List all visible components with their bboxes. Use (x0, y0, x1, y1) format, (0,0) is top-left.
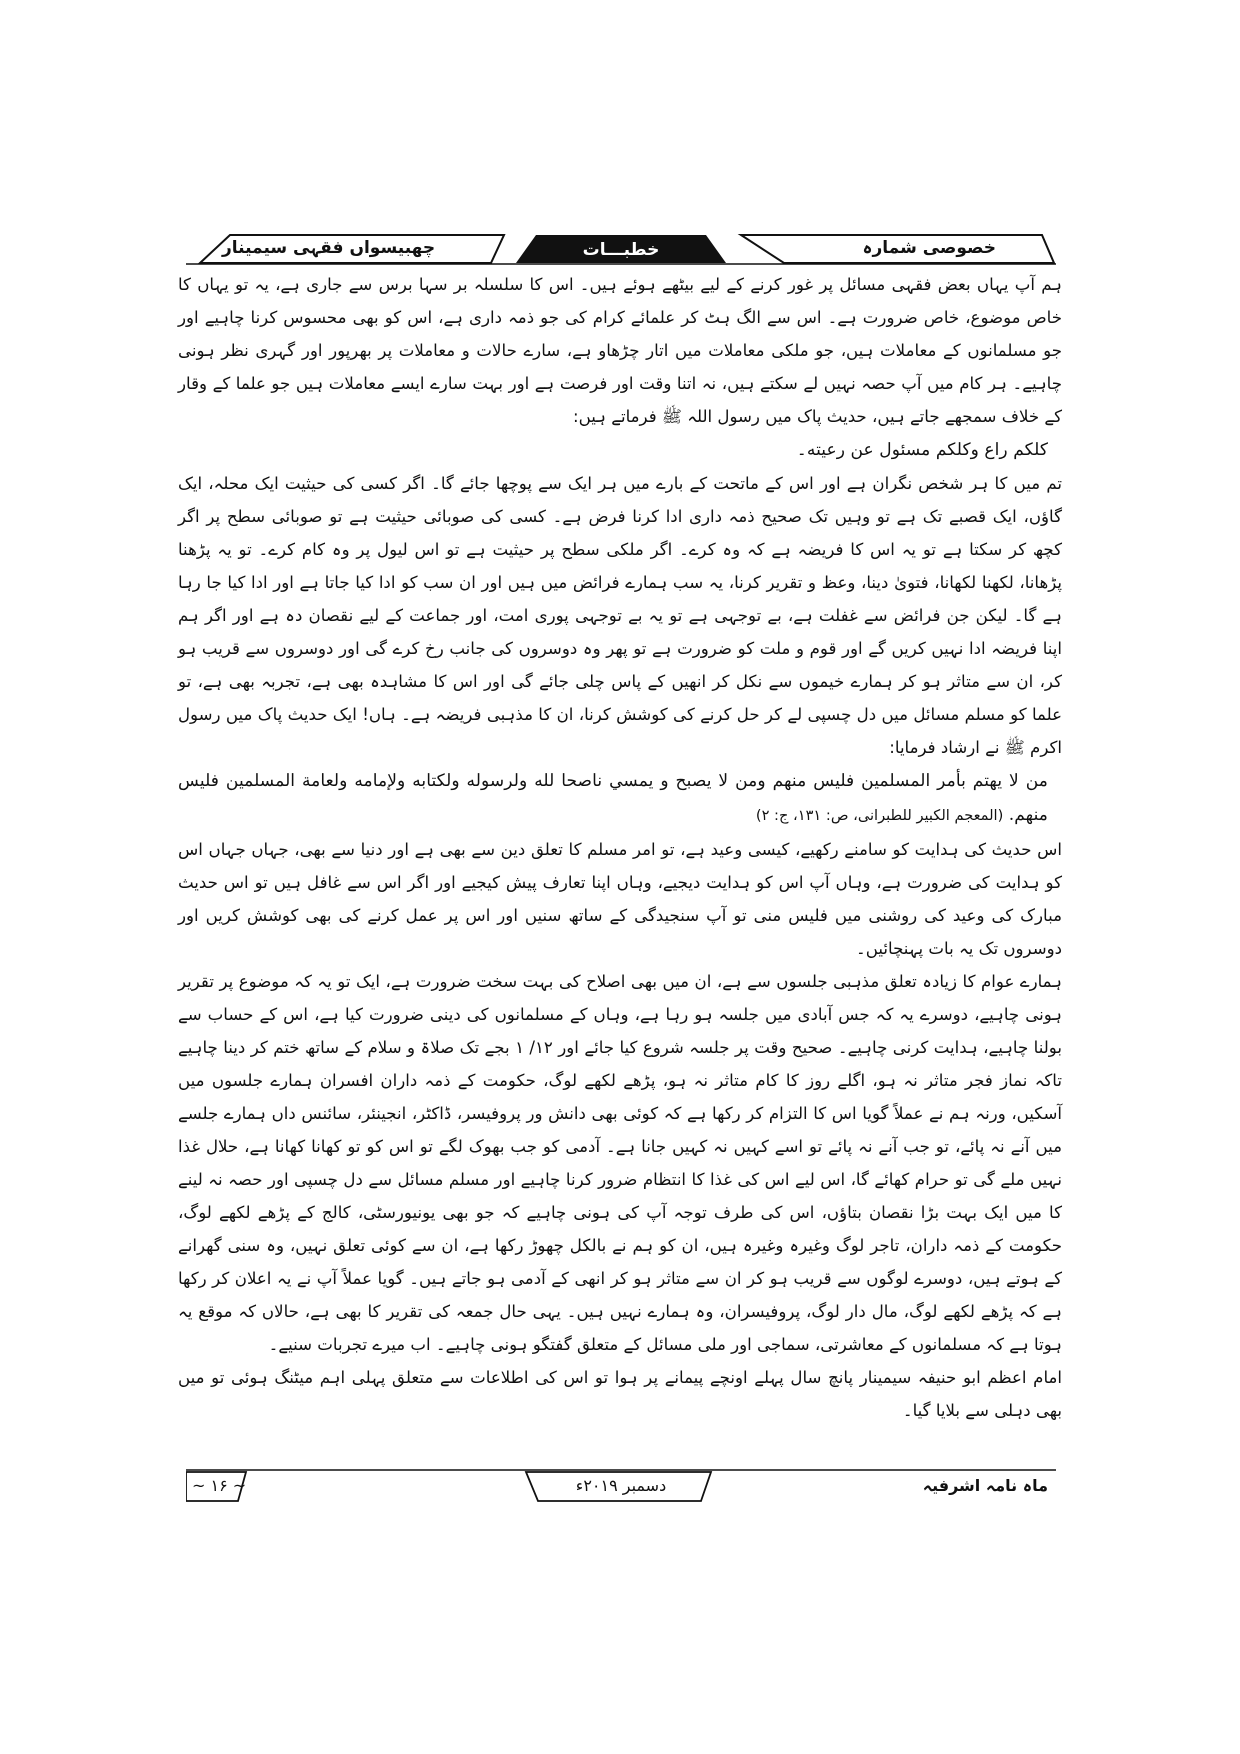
paragraph-5: امام اعظم ابو حنیفہ سیمینار پانچ سال پہلے اونچے پیمانے پر ہوا تو اس کی اطلاعات سے متعلق پہلی اہم میٹنگ ہوئی تو میں بھی دہلی سے بلایا گیا۔ (178, 1368, 1062, 1420)
page-number: ~ ۱۶ ~ (192, 1476, 247, 1495)
paragraph-4: ہمارے عوام کا زیادہ تعلق مذہبی جلسوں سے ہے، ان میں بھی اصلاح کی بہت سخت ضرورت ہے، ایک تو یہ کہ موضوع پر تقریر ہونی چاہیے، دوسرے یہ کہ جس آبادی میں جلسہ ہو رہا ہے، وہاں کے مسلمانوں کی دینی ضرورت کیا ہے، اس کے حساب سے بولنا چاہیے، ہدایت کرنی چاہیے۔ صحیح وقت پر جلسہ شروع کیا جائے اور ۱۲/ ۱ بجے تک صلاۃ و سلام کے ساتھ ختم کر دینا چاہیے تاکہ نماز فجر متاثر نہ ہو، اگلے روز کا کام متاثر نہ ہو، پڑھے لکھے لوگ، حکومت کے ذمہ داران افسران ہمارے جلسوں میں آسکیں، ورنہ ہم نے عملاً گویا اس کا التزام کر رکھا ہے کہ کوئی بھی دانش ور پروفیسر، ڈاکٹر، انجینئر، سائنس داں ہمارے جلسے میں آنے نہ پائے، تو جب آنے نہ پائے تو اسے کہیں نہ کہیں جانا ہے۔ آدمی کو جب بھوک لگے تو اس کو تو کھانا کھانا ہے، حلال غذا نہیں ملے گی تو حرام کھائے گا، اس لیے اس کی غذا کا انتظام ضرور کرنا چاہیے اور مسلم مسائل سے دل چسپی اور حصہ نہ لینے کا میں ایک بہت بڑا نقصان بتاؤں، اس کی طرف توجہ آپ کی ہونی چاہیے کہ جو بھی یونیورسٹی، کالج کے پڑھے لکھے لوگ، حکومت کے ذمہ داران، تاجر لوگ وغیرہ وغیرہ ہیں، ان کو ہم نے بالکل چھوڑ رکھا ہے، ان سے کوئی تعلق نہیں، وہ سنی گھرانے کے ہوتے ہیں، دوسرے لوگوں سے قریب ہو کر ان سے متاثر ہو کر انھی کے آدمی ہو جاتے ہیں۔ گویا عملاً آپ نے یہ اعلان کر رکھا ہے کہ پڑھے لکھے لوگ، مال دار لوگ، پروفیسران، وہ ہمارے نہیں ہیں۔ یہی حال جمعہ کی تقریر کا بھی ہے، حالاں کہ موقع یہ ہوتا ہے کہ مسلمانوں کے معاشرتی، سماجی اور ملی مسائل کے متعلق گفتگو ہونی چاہیے۔ اب میرے تجربات سنیے۔ (178, 972, 1062, 1354)
header-section-title: خطبـــات (582, 240, 660, 260)
header-seminar-title: چھبیسواں فقہی سیمینار (222, 238, 436, 258)
paragraph-1: ہم آپ یہاں بعض فقہی مسائل پر غور کرنے کے لیے بیٹھے ہوئے ہیں۔ اس کا سلسلہ بر سہا برس سے جاری ہے، یہ تو یہاں کا خاص موضوع، خاص ضرورت ہے۔ اس سے الگ ہٹ کر علمائے کرام کی جو ذمہ داری ہے، اس کو بھی محسوس کرنا چاہیے اور جو مسلمانوں کے معاملات ہیں، جو ملکی معاملات میں اتار چڑھاو ہے، سارے حالات و معاملات پر بھرپور اور گہری نظر ہونی چاہیے۔ ہر کام میں آپ حصہ نہیں لے سکتے ہیں، نہ اتنا وقت اور فرصت ہے اور بہت سارے ایسے معاملات ہیں جو علما کے وقار کے خلاف سمجھے جاتے ہیں، حدیث پاک میں رسول اللہ ﷺ فرماتے ہیں: (178, 275, 1062, 426)
hadith-citation: (المعجم الکبیر للطبرانی، ص: ۱۳۱، ج: ۲) (755, 807, 1004, 824)
magazine-name: ماہ نامہ اشرفیہ (922, 1476, 1048, 1495)
hadith-quote-1: كلكم راع وكلكم مسئول عن رعيته۔ (796, 440, 1048, 460)
issue-date: دسمبر ۲۰۱۹ء (575, 1476, 667, 1495)
page-header (186, 232, 1056, 266)
paragraph-3: اس حدیث کی ہدایت کو سامنے رکھیے، کیسی وعید ہے، تو امر مسلم کا تعلق دین سے بھی ہے اور دنیا سے بھی، جہاں جہاں اس کو ہدایت کی ضرورت ہے، وہاں آپ اس کو ہدایت دیجیے، وہاں اپنا تعارف پیش کیجیے اور اگر اس سے غافل ہیں تو اس حدیث مبارک کی وعید کی روشنی میں فلیس منی تو آپ سنجیدگی کے ساتھ سنیں اور اس پر عمل کرنے کی بھی کوشش کریں اور دوسروں تک یہ بات پہنچائیں۔ (178, 840, 1062, 958)
page-footer (186, 1467, 1056, 1507)
header-issue-title: خصوصی شمارہ (862, 238, 996, 258)
hadith-quote-2-text: من لا يهتم بأمر المسلمين فليس منهم ومن لا يصبح و يمسي ناصحا لله ولرسوله ولكتابه ولإمامه ولعامة المسلمين فليس منهم. (178, 771, 1048, 825)
paragraph-2: تم میں کا ہر شخص نگران ہے اور اس کے ماتحت کے بارے میں ہر ایک سے پوچھا جائے گا۔ اگر کسی کی حیثیت ایک محلہ، ایک گاؤں، ایک قصبے تک ہے تو وہیں تک صحیح ذمہ داری ادا کرنا فرض ہے۔ کسی کی صوبائی حیثیت ہے تو صوبائی سطح پر اگر کچھ کر سکتا ہے تو یہ اس کا فریضہ ہے کہ وہ کرے۔ اگر ملکی سطح پر حیثیت ہے تو اس لیول پر وہ کام کرے۔ تو یہ پڑھنا پڑھانا، لکھنا لکھانا، فتویٰ دینا، وعظ و تقریر کرنا، یہ سب ہمارے فرائض میں ہیں اور ان سب کو ادا کیا جاتا ہے اور ادا کیا جا رہا ہے گا۔ لیکن جن فرائض سے غفلت ہے، بے توجہی ہے تو یہ بے توجہی پوری امت، اور جماعت کے لیے نقصان دہ ہے اور اگر ہم اپنا فریضہ ادا نہیں کریں گے اور قوم و ملت کو ضرورت ہے تو پھر وہ دوسروں کی جانب رخ کرے گی اور دوسروں سے قریب ہو کر، ان سے متاثر ہو کر ہمارے خیموں سے نکل کر انھیں کے پاس چلی جائے گی اور اس کا مشاہدہ بھی ہے، تجربہ بھی ہے، تو علما کو مسلم مسائل میں دل چسپی لے کر حل کرنے کی کوشش کرنا، ان کا مذہبی فریضہ ہے۔ ہاں! ایک حدیث پاک میں رسول اکرم ﷺ نے ارشاد فرمایا: (178, 474, 1062, 757)
hadith-quote-2 (178, 764, 1062, 833)
